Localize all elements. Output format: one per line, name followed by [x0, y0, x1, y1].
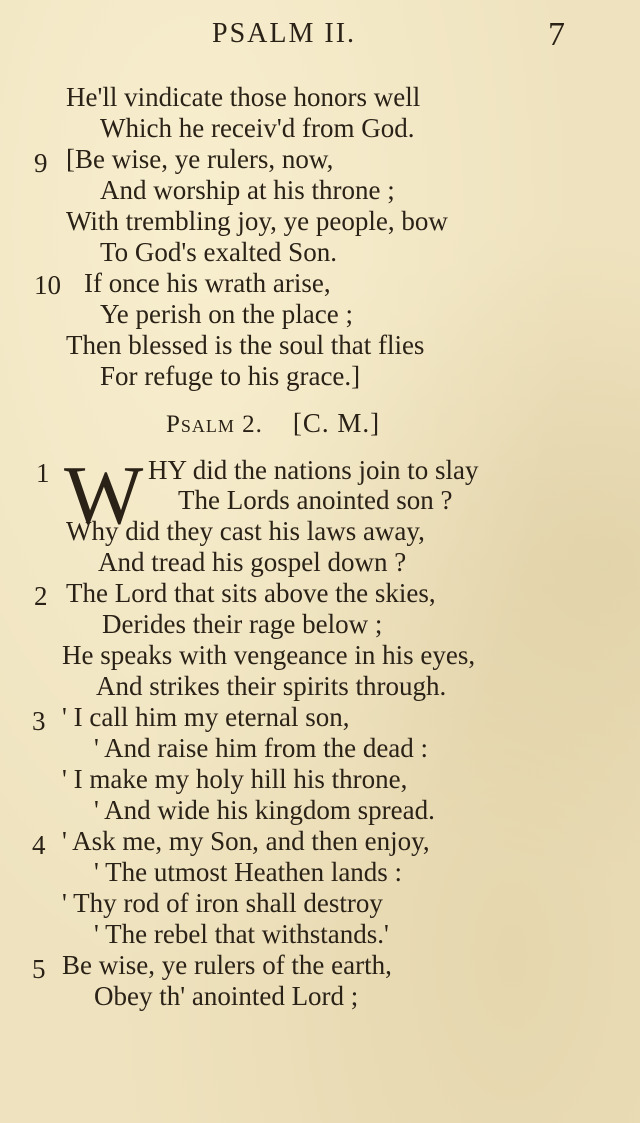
verse-line: Be wise, ye rulers of the earth,: [62, 950, 392, 980]
verse-number: 5: [32, 954, 46, 984]
verse-line: The Lord that sits above the skies,: [66, 578, 436, 608]
drop-cap: W: [64, 449, 144, 542]
verse-number: 3: [32, 706, 46, 736]
verse-number: 9: [34, 148, 48, 178]
verse-line: ' I call him my eternal son,: [62, 702, 350, 732]
psalm-meter: [C. M.]: [292, 408, 381, 438]
verse-line: Why did they cast his laws away,: [66, 516, 425, 546]
verse-line: The Lords anointed son ?: [178, 485, 453, 515]
verse-line: If once his wrath arise,: [84, 268, 331, 298]
verse-line: And tread his gospel down ?: [98, 547, 407, 577]
verse-number: 10: [34, 270, 61, 300]
verse-line: ' The rebel that withstands.': [94, 919, 389, 949]
verse-line: ' The utmost Heathen lands :: [94, 857, 403, 887]
running-header: PSALM II.: [212, 18, 357, 49]
verse-line: Then blessed is the soul that flies: [66, 330, 425, 360]
verse-number: 1: [36, 458, 50, 488]
verse-line: [Be wise, ye rulers, now,: [66, 144, 334, 174]
verse-line: Which he receiv'd from God.: [100, 113, 415, 143]
verse-number: 2: [34, 581, 48, 611]
verse-line: For refuge to his grace.]: [100, 361, 361, 391]
verse-number: 4: [32, 830, 46, 860]
verse-line: ' Thy rod of iron shall destroy: [62, 888, 383, 918]
verse-line: Obey th' anointed Lord ;: [94, 981, 359, 1011]
verse-line: To God's exalted Son.: [100, 237, 337, 267]
verse-line: Derides their rage below ;: [102, 609, 383, 639]
verse-line: ' I make my holy hill his throne,: [62, 764, 408, 794]
verse-line: ' And raise him from the dead :: [94, 733, 429, 763]
verse-line: With trembling joy, ye people, bow: [66, 206, 448, 236]
verse-line: He'll vindicate those honors well: [66, 82, 421, 112]
verse-line: Ye perish on the place ;: [100, 299, 353, 329]
verse-line: And strikes their spirits through.: [96, 671, 447, 701]
verse-line: ' And wide his kingdom spread.: [94, 795, 435, 825]
verse-line: He speaks with vengeance in his eyes,: [62, 640, 476, 670]
verse-line: And worship at his throne ;: [100, 175, 395, 205]
psalm-heading: [166, 408, 380, 439]
page-number: 7: [548, 16, 565, 53]
psalm-title: Psalm 2.: [166, 411, 263, 438]
verse-line: ' Ask me, my Son, and then enjoy,: [62, 826, 430, 856]
verse-line: HY did the nations join to slay: [148, 455, 479, 485]
